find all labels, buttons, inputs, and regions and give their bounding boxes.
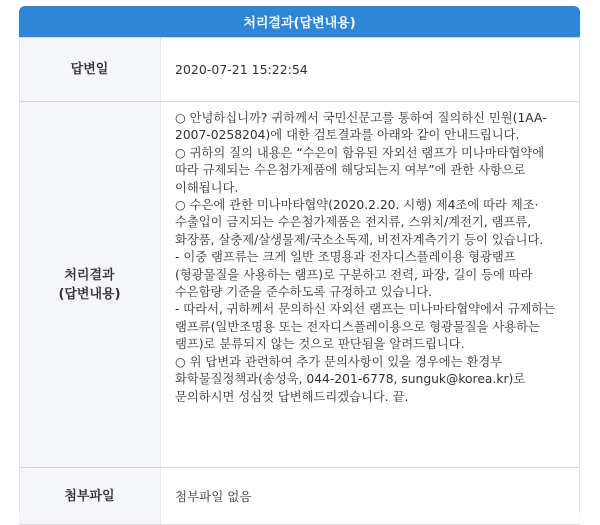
left-border	[19, 37, 20, 513]
attachment-value: 첨부파일 없음	[160, 468, 580, 524]
answer-content-label: 처리결과 (답변내용)	[19, 102, 160, 467]
answer-date-label: 답변일	[19, 38, 160, 101]
answer-date-row	[19, 38, 580, 102]
answer-content-row	[19, 102, 580, 468]
panel-title: 처리결과(답변내용)	[19, 6, 580, 37]
answer-content-cell	[160, 102, 580, 467]
answer-date-value: 2020-07-21 15:22:54	[160, 38, 580, 101]
answer-table	[19, 37, 580, 525]
right-border	[579, 37, 580, 513]
attachment-label: 첨부파일	[19, 468, 160, 524]
attachment-row	[19, 468, 580, 525]
answer-content-text: ○ 안녕하십니까? 귀하께서 국민신문고를 통하여 질의하신 민원(1AA-2007-0258204)에 대한 검토결과를 아래와 같이 안내드립니다. ○ 귀하의 질의 내용은 “수은이 함유된 자외선 램프가 미나마타협약에 따라 규제되는 수은첨가제품에 해당되는지 여부”에 관한 사항으로 이해됩니다. ○ 수은에 관한 미나마타협약(2020.2.20. 시행) 제4조에 따라 제조·수출입이 금지되는 수은첨가제품은 전지류, 스위치/계전기, 램프류, 화장품, 살충제/살생물제/국소소독제, 비전자계측기기 등이 있습니다. - 이중 램프류는 크게 일반 조명용과 전자디스플레이용 형광램프(형광물질을 사용하는 램프)로 구분하고 전력, 파장, 길이 등에 따라 수은함량 기준을 준수하도록 규정하고 있습니다. - 따라서, 귀하께서 문의하신 자외선 램프는 미나마타협약에서 규제하는 램프류(일반조명용 또는 전자디스플레이용으로 형광물질을 사용하는 램프)로 분류되지 않는 것으로 판단됨을 알려드립니다. ○ 위 답변과 관련하여 추가 문의사항이 있을 경우에는 환경부 화학물질정책과(송성욱, 044-201-6778, sunguk@korea.kr)로 문의하시면 성심껏 답변해드리겠습니다. 끝.	[175, 111, 556, 404]
